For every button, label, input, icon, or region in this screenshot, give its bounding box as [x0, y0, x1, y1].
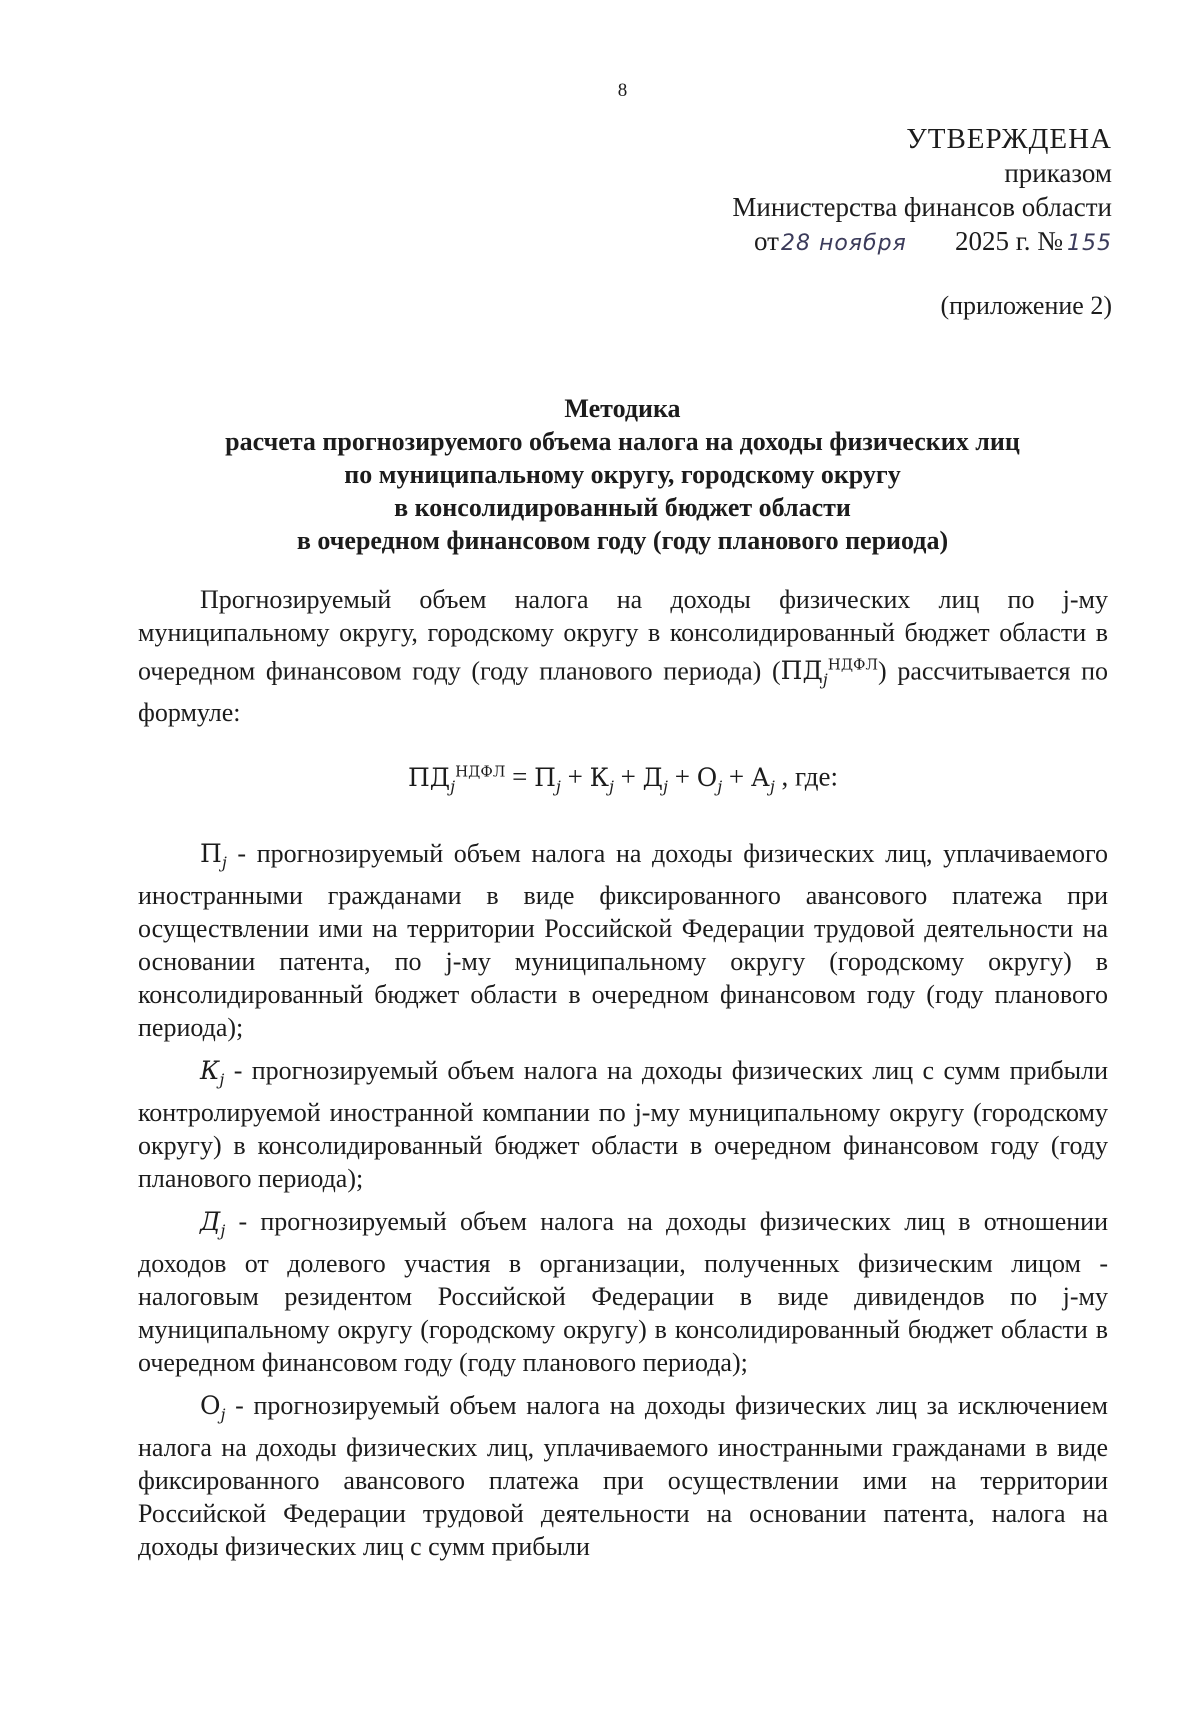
intro-close: )	[878, 656, 887, 686]
definition-d	[138, 1205, 1108, 1379]
title-line-4: в консолидированный бюджет области	[394, 493, 851, 522]
definition-symbol: $О_j$	[200, 1390, 226, 1424]
intro-tail: рассчитывается по формуле:	[138, 656, 1109, 728]
definition-p	[138, 837, 1108, 1044]
formula-plus: +	[560, 761, 590, 792]
intro-text: Прогнозируемый объем налога на доходы физических лиц по j-му муниципальному округу, городскому округу в консолидированный бюджет области в очередном финансовом году (году планового периода) (	[138, 585, 1108, 686]
formula-lhs: $ПД_j^{НДФЛ}$	[407, 762, 506, 796]
formula-term-d: $Д_j$	[642, 762, 668, 796]
page-number: 8	[617, 80, 628, 101]
approval-year: 2025 г. №	[954, 226, 1063, 256]
definition-text: - прогнозируемый объем налога на доходы физических лиц с сумм прибыли контролируемой иностранной компании по j-му муниципальному округу (городскому округу) в консолидированный бюджет области в очередном финансовом году (году планового периода);	[138, 1055, 1108, 1193]
title-line-1: Методика	[564, 394, 681, 423]
approval-status: УТВЕРЖДЕНА	[906, 123, 1112, 155]
approval-order-label: приказом	[1004, 158, 1112, 188]
approval-ministry: Министерства финансов области	[732, 192, 1112, 222]
definition-text: - прогнозируемый объем налога на доходы физических лиц, уплачиваемого иностранными гражданами в виде фиксированного авансового платежа при осуществлении ими на территории Российской Федерации трудовой деятельности на основании патента, по j-му муниципальному округу (городскому округу) в консолидированный бюджет области в очередном финансовом году (году планового периода);	[138, 838, 1108, 1042]
main-formula	[138, 755, 1108, 802]
intro-paragraph	[138, 583, 1108, 729]
definition-text: - прогнозируемый объем налога на доходы физических лиц за исключением налога на доходы физических лиц, уплачиваемого иностранными гражданами в виде фиксированного авансового платежа при осуществлении ими на территории Российской Федерации трудовой деятельности на основании патента, налога на доходы физических лиц с сумм прибыли	[138, 1390, 1108, 1561]
formula-term-k: $К_j$	[589, 762, 614, 796]
title-line-2: расчета прогнозируемого объема налога на доходы физических лиц	[225, 427, 1020, 456]
definition-o	[138, 1389, 1108, 1563]
formula-plus: +	[722, 761, 751, 792]
formula-plus: +	[667, 761, 697, 792]
approval-date-line	[732, 224, 1112, 261]
intro-symbol: $ПД_j^{НДФЛ}$	[780, 656, 879, 690]
formula-term-o: $О_j$	[696, 762, 723, 796]
handwritten-date: 28 ноября	[780, 231, 907, 256]
definition-symbol: $К_j$	[200, 1055, 225, 1089]
appendix-label: (приложение 2)	[940, 291, 1112, 320]
document-title	[140, 392, 1105, 557]
formula-term-a: $А_j$	[750, 762, 775, 796]
definition-symbol: $Д_j$	[200, 1206, 226, 1240]
definition-k	[138, 1054, 1108, 1195]
definition-symbol: $П_j$	[200, 838, 227, 872]
formula-equals: =	[505, 761, 535, 792]
title-line-5: в очередном финансовом году (году планового периода)	[296, 526, 949, 555]
approval-block	[732, 122, 1112, 261]
handwritten-order-number: 155	[1067, 231, 1112, 256]
title-line-3: по муниципальному округу, городскому округу	[344, 460, 901, 489]
formula-term-p: $П_j$	[534, 762, 561, 796]
document-body	[138, 583, 1108, 1573]
definition-text: - прогнозируемый объем налога на доходы физических лиц в отношении доходов от долевого участия в организации, полученных физическим лицом - налоговым резидентом Российской Федерации в виде дивидендов по j-му муниципальному округу (городскому округу) в консолидированный бюджет области в очередном финансовом году (году планового периода);	[138, 1206, 1108, 1377]
formula-suffix: , где:	[774, 761, 838, 792]
formula-plus: +	[613, 761, 643, 792]
approval-from-prefix: от	[754, 226, 779, 256]
